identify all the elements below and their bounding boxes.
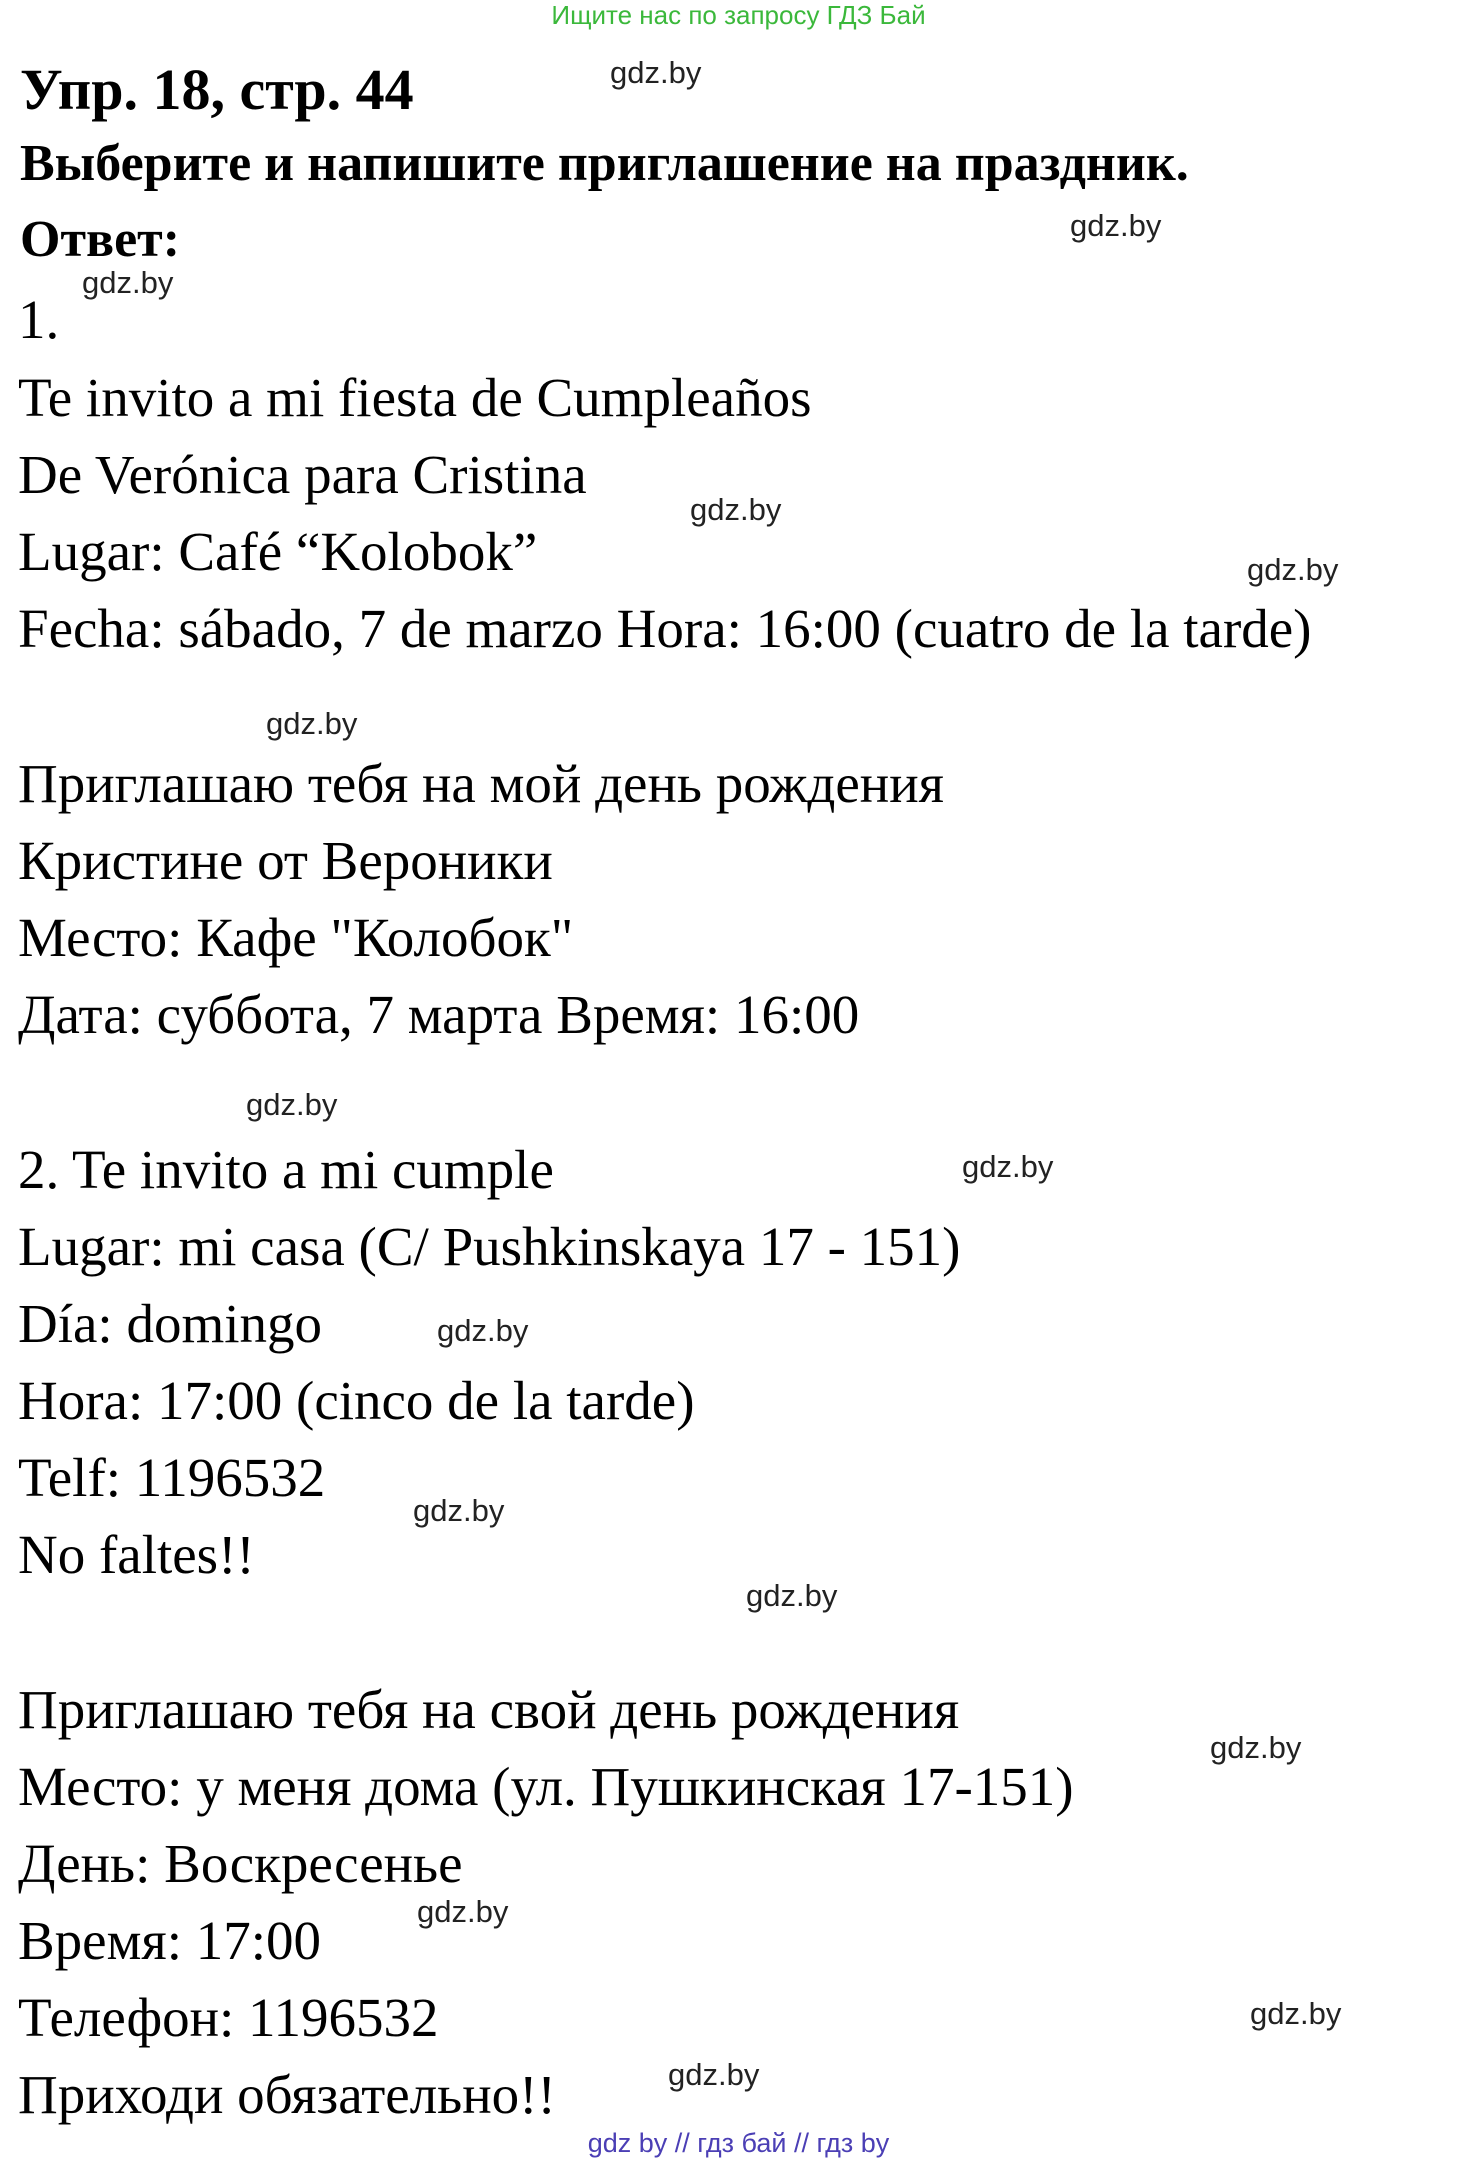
- list-item-number-2: 2. Te invito a mi cumple: [18, 1139, 554, 1200]
- text-line: Hora: 17:00 (cinco de la tarde): [18, 1370, 695, 1431]
- watermark: gdz.by: [437, 1313, 529, 1348]
- text-line: Время: 17:00: [18, 1910, 322, 1971]
- watermark: gdz.by: [82, 265, 174, 300]
- text-line: Приглашаю тебя на мой день рождения: [18, 753, 944, 814]
- watermark: gdz.by: [610, 55, 702, 90]
- watermark: gdz.by: [413, 1493, 505, 1528]
- list-item-number-1: 1.: [18, 289, 60, 350]
- text-line: Кристине от Вероники: [18, 830, 553, 891]
- watermark: gdz.by: [1250, 1996, 1342, 2031]
- watermark: gdz.by: [690, 492, 782, 527]
- watermark: gdz.by: [668, 2057, 760, 2092]
- watermark: gdz.by: [746, 1578, 838, 1613]
- text-line: Место: у меня дома (ул. Пушкинская 17-151): [18, 1756, 1074, 1817]
- answer-label: Ответ:: [20, 211, 181, 268]
- text-line: De Verónica para Cristina: [18, 444, 587, 505]
- text-line: Fecha: sábado, 7 de marzo Hora: 16:00 (cuatro de la tarde): [18, 598, 1312, 659]
- watermark: gdz.by: [246, 1087, 338, 1122]
- text-line: Приходи обязательно!!: [18, 2064, 556, 2125]
- text-line: Te invito a mi fiesta de Cumpleaños: [18, 367, 812, 428]
- watermark: gdz.by: [417, 1894, 509, 1929]
- watermark: gdz.by: [1070, 208, 1162, 243]
- watermark: gdz.by: [1210, 1730, 1302, 1765]
- watermark: gdz.by: [1247, 552, 1339, 587]
- text-line: Lugar: Café “Kolobok”: [18, 521, 538, 582]
- text-line: День: Воскресенье: [18, 1833, 463, 1894]
- top-banner: Ищите нас по запросу ГДЗ Бай: [551, 0, 926, 30]
- watermark: gdz.by: [962, 1149, 1054, 1184]
- text-line: Día: domingo: [18, 1293, 323, 1354]
- watermark: gdz.by: [266, 706, 358, 741]
- text-line: Lugar: mi casa (C/ Pushkinskaya 17 - 151): [18, 1216, 961, 1277]
- text-line: Место: Кафе "Колобок": [18, 907, 574, 968]
- text-line: Дата: суббота, 7 марта Время: 16:00: [18, 984, 860, 1045]
- task-text: Выберите и напишите приглашение на праздник.: [20, 135, 1189, 192]
- bottom-banner: gdz by // гдз бай // гдз by: [587, 2128, 890, 2158]
- text-line: Телефон: 1196532: [18, 1987, 439, 2048]
- text-line: Telf: 1196532: [18, 1447, 326, 1508]
- text-line: Приглашаю тебя на свой день рождения: [18, 1679, 960, 1740]
- exercise-title: Упр. 18, стр. 44: [20, 57, 414, 122]
- text-line: No faltes!!: [18, 1524, 255, 1585]
